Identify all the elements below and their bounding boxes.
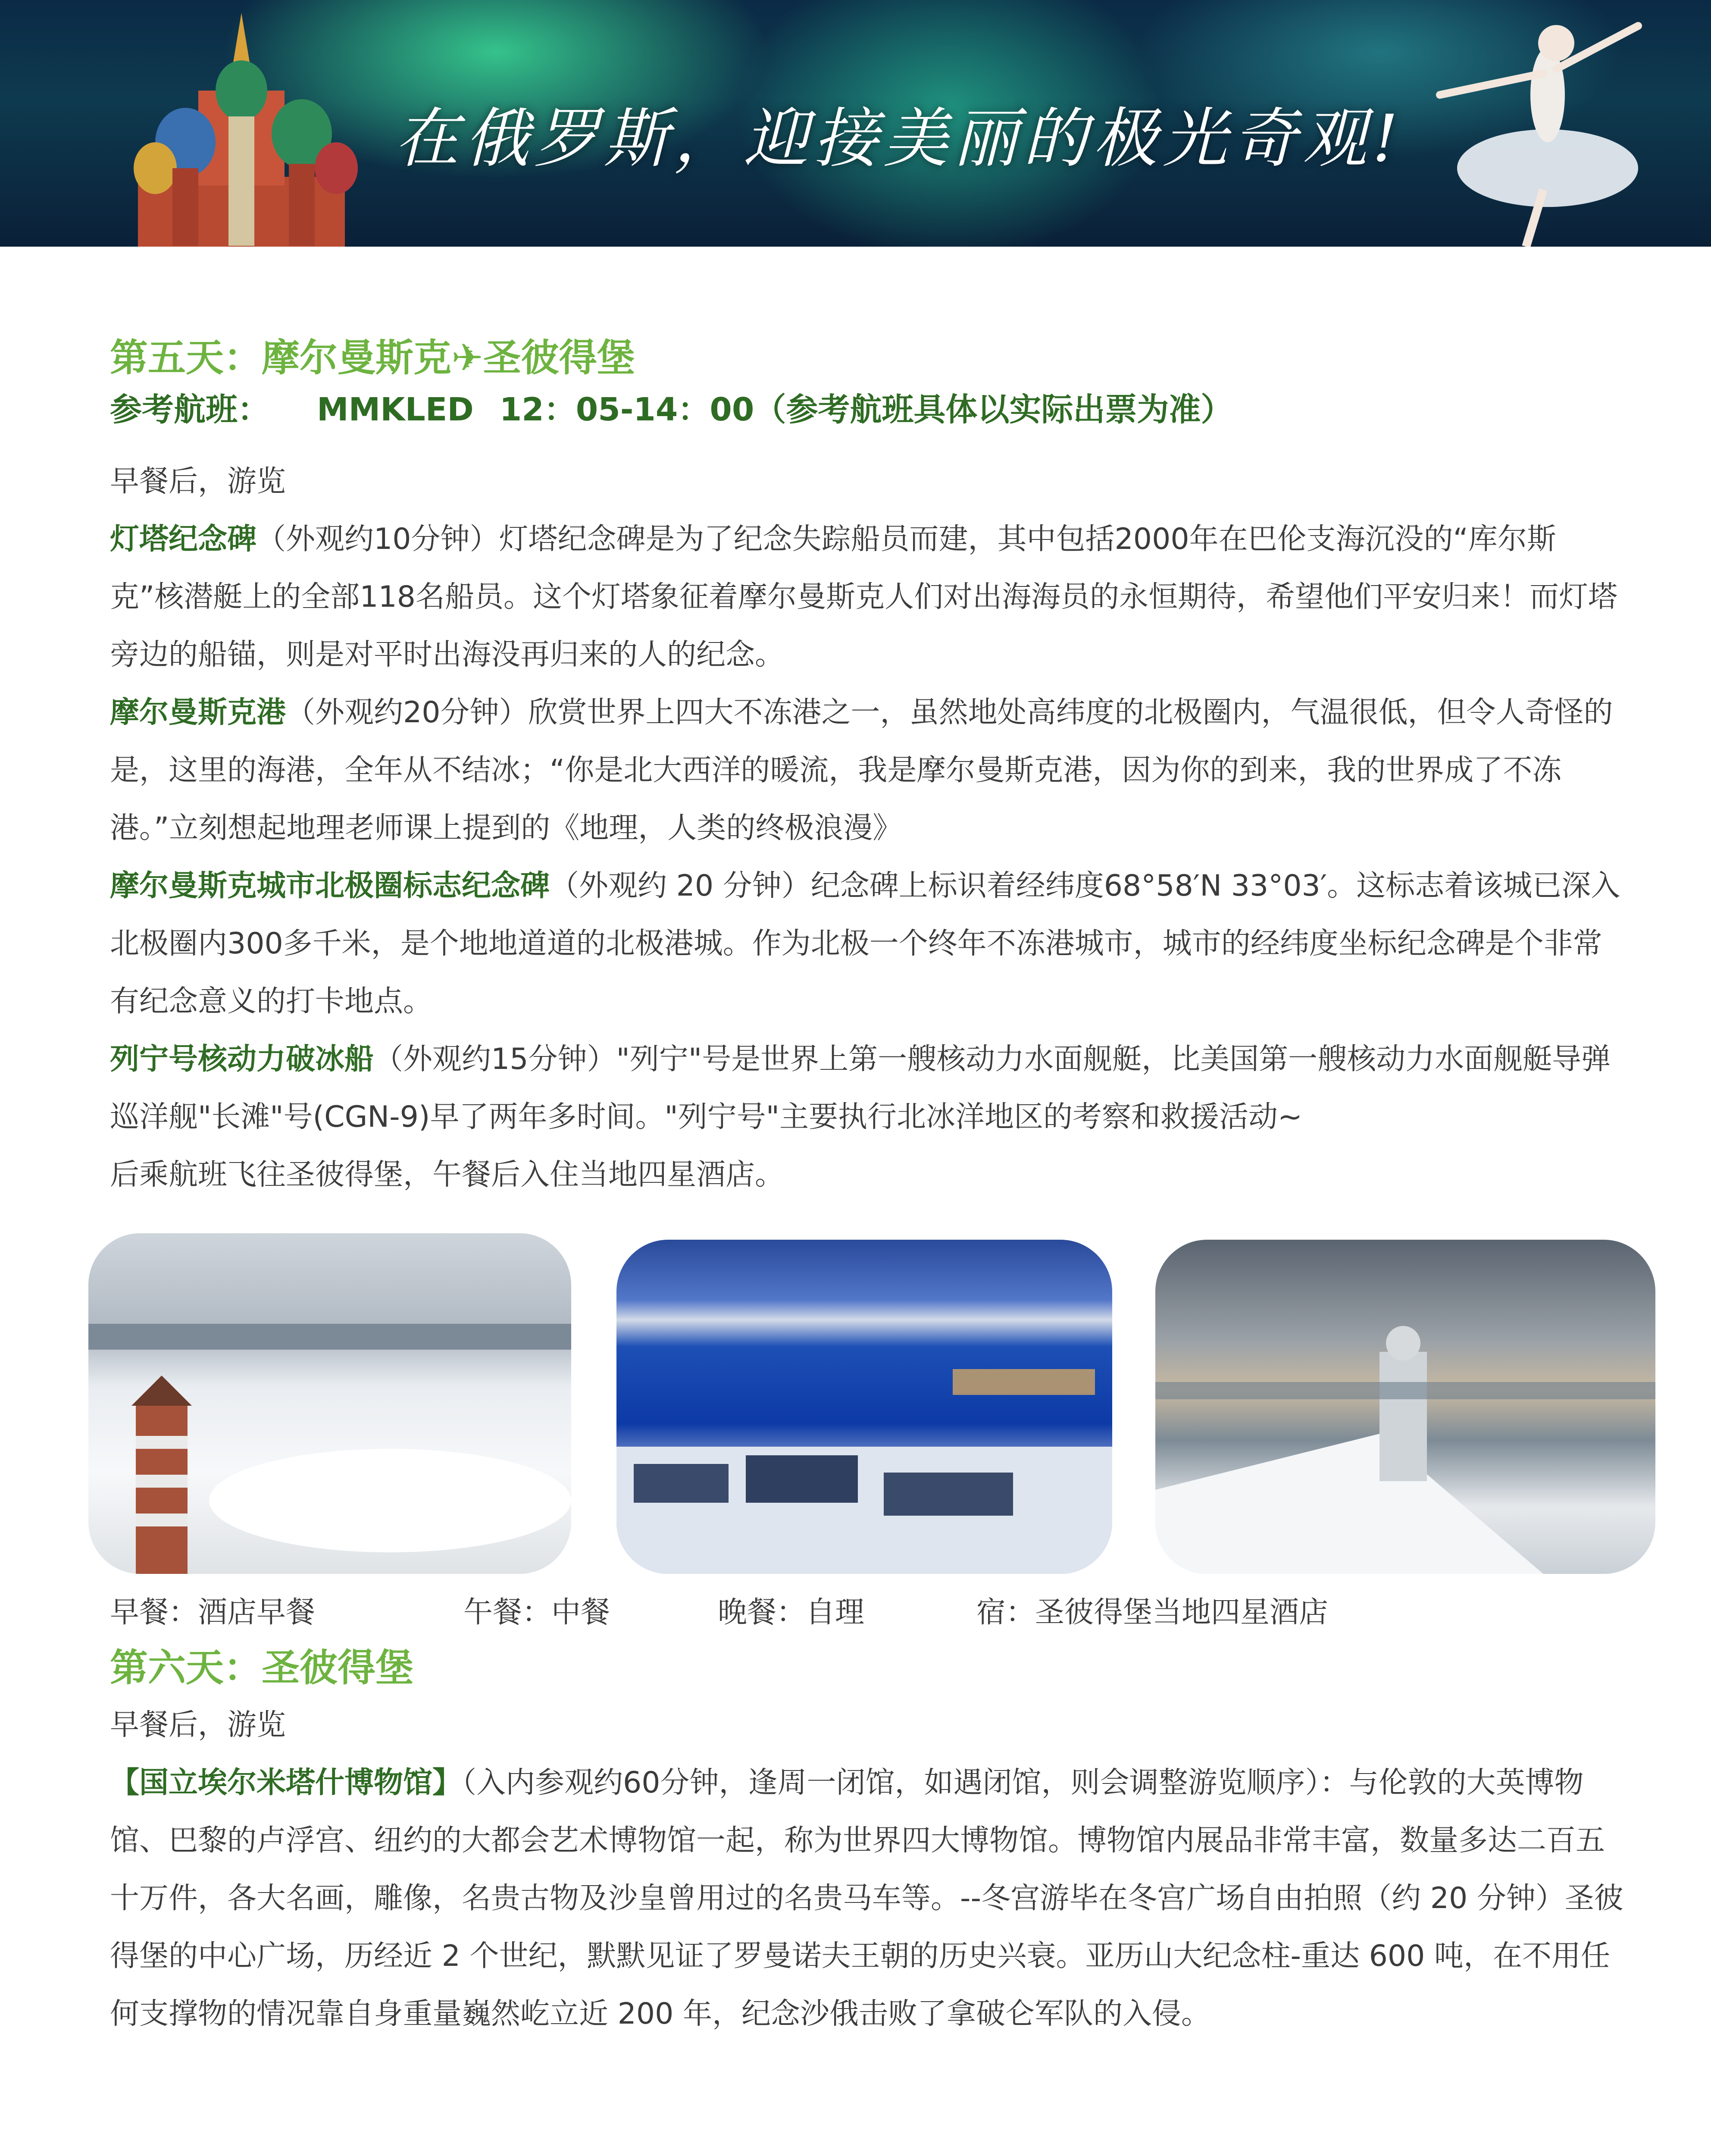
- day6-intro: 早餐后，游览: [110, 1708, 286, 1742]
- ballerina-image: [1414, 9, 1655, 247]
- sight-hermitage-museum: [110, 1754, 1625, 2043]
- alyosha-monument-photo: [1155, 1240, 1655, 1574]
- sight-murmansk-port: [110, 684, 1625, 857]
- flight-info: [110, 384, 1625, 436]
- day6-title: 第六天：圣彼得堡: [110, 1645, 414, 1690]
- sight-lighthouse-memorial: [110, 511, 1625, 684]
- sight-name: 摩尔曼斯克港: [110, 696, 286, 730]
- sight-description: （入内参观约60分钟，逢周一闭馆，如遇闭馆，则会调整游览顺序）：与伦敦的大英博物馆、巴黎的卢浮宫、纽约的大都会艺术博物馆一起，称为世界四大博物馆。博物馆内展品非常丰富，数量多达二百五十万件，各大名画，雕像，名贵古物及沙皇曾用过的名贵马车等。--冬宫游毕在冬宫广场自由拍照（约 20 分钟）圣彼得堡的中心广场，历经近 2 个世纪，默默见证了罗曼诺夫王朝的历史兴衰。亚历山大纪念柱-重达 600 吨，在不用任何支撑物的情况靠自身重量巍然屹立近 200 年，纪念沙俄击败了拿破仑军队的入侵。: [110, 1766, 1623, 2031]
- lighthouse-photo: [88, 1233, 571, 1574]
- sight-arctic-circle-monument: [110, 857, 1625, 1031]
- sight-name: 摩尔曼斯克城市北极圈标志纪念碑: [110, 869, 550, 903]
- header-banner: [0, 0, 1711, 247]
- meal-dinner: 晚餐：自理: [718, 1595, 865, 1630]
- day6-section: [110, 1587, 1625, 2043]
- sight-name: 列宁号核动力破冰船: [110, 1042, 374, 1076]
- kremlin-cathedral-image: [121, 4, 362, 247]
- flight-time: 12：05-14：00: [499, 391, 754, 428]
- meal-hotel: 宿：圣彼得堡当地四星酒店: [976, 1595, 1329, 1630]
- flight-note: （参考航班具体以实际出票为准）: [754, 391, 1233, 428]
- meal-lunch: 午餐：中餐: [463, 1595, 610, 1630]
- sight-description: （外观约 20 分钟）纪念碑上标识着经纬度68°58′N 33°03′。这标志着该城已深入北极圈内300多千米，是个地地道道的北极港城。作为北极一个终年不冻港城市，城市的经纬度坐标纪念碑是个非常有纪念意义的打卡地点。: [110, 869, 1620, 1018]
- banner-title: 在俄罗斯，迎接美丽的极光奇观!: [394, 101, 1404, 176]
- flight-code: MMKLED: [317, 391, 474, 428]
- day5-intro: 早餐后，游览: [110, 464, 286, 498]
- sight-name: 灯塔纪念碑: [110, 522, 257, 556]
- meal-breakfast: 早餐：酒店早餐: [110, 1595, 316, 1630]
- sight-description: （外观约10分钟）灯塔纪念碑是为了纪念失踪船员而建，其中包括2000年在巴伦支海沉没的“库尔斯克”核潜艇上的全部118名船员。这个灯塔象征着摩尔曼斯克人们对出海海员的永恒期待，希望他们平安归来！而灯塔旁边的船锚，则是对平时出海没再归来的人的纪念。: [110, 522, 1618, 672]
- sight-lenin-icebreaker: [110, 1031, 1625, 1146]
- murmansk-port-photo: [616, 1240, 1112, 1574]
- sight-description: （外观约20分钟）欣赏世界上四大不冻港之一，虽然地处高纬度的北极圈内，气温很低，但令人奇怪的是，这里的海港，全年从不结冰；“你是北大西洋的暖流，我是摩尔曼斯克港，因为你的到来，我的世界成了不冻港。”立刻想起地理老师课上提到的《地理，人类的终极浪漫》: [110, 696, 1613, 845]
- flight-label: 参考航班：: [110, 391, 269, 428]
- itinerary-content: [110, 332, 1625, 1204]
- day5-after: 后乘航班飞往圣彼得堡，午餐后入住当地四星酒店。: [110, 1158, 785, 1192]
- meals-row: [110, 1587, 1625, 1639]
- sight-description: （外观约15分钟）"列宁"号是世界上第一艘核动力水面舰艇，比美国第一艘核动力水面舰艇导弹巡洋舰"长滩"号(CGN-9)早了两年多时间。"列宁号"主要执行北冰洋地区的考察和救援活动~: [110, 1042, 1611, 1134]
- sight-name: 【国立埃尔米塔什博物馆】: [110, 1766, 462, 1800]
- day5-title: 第五天：摩尔曼斯克✈圣彼得堡: [110, 335, 635, 380]
